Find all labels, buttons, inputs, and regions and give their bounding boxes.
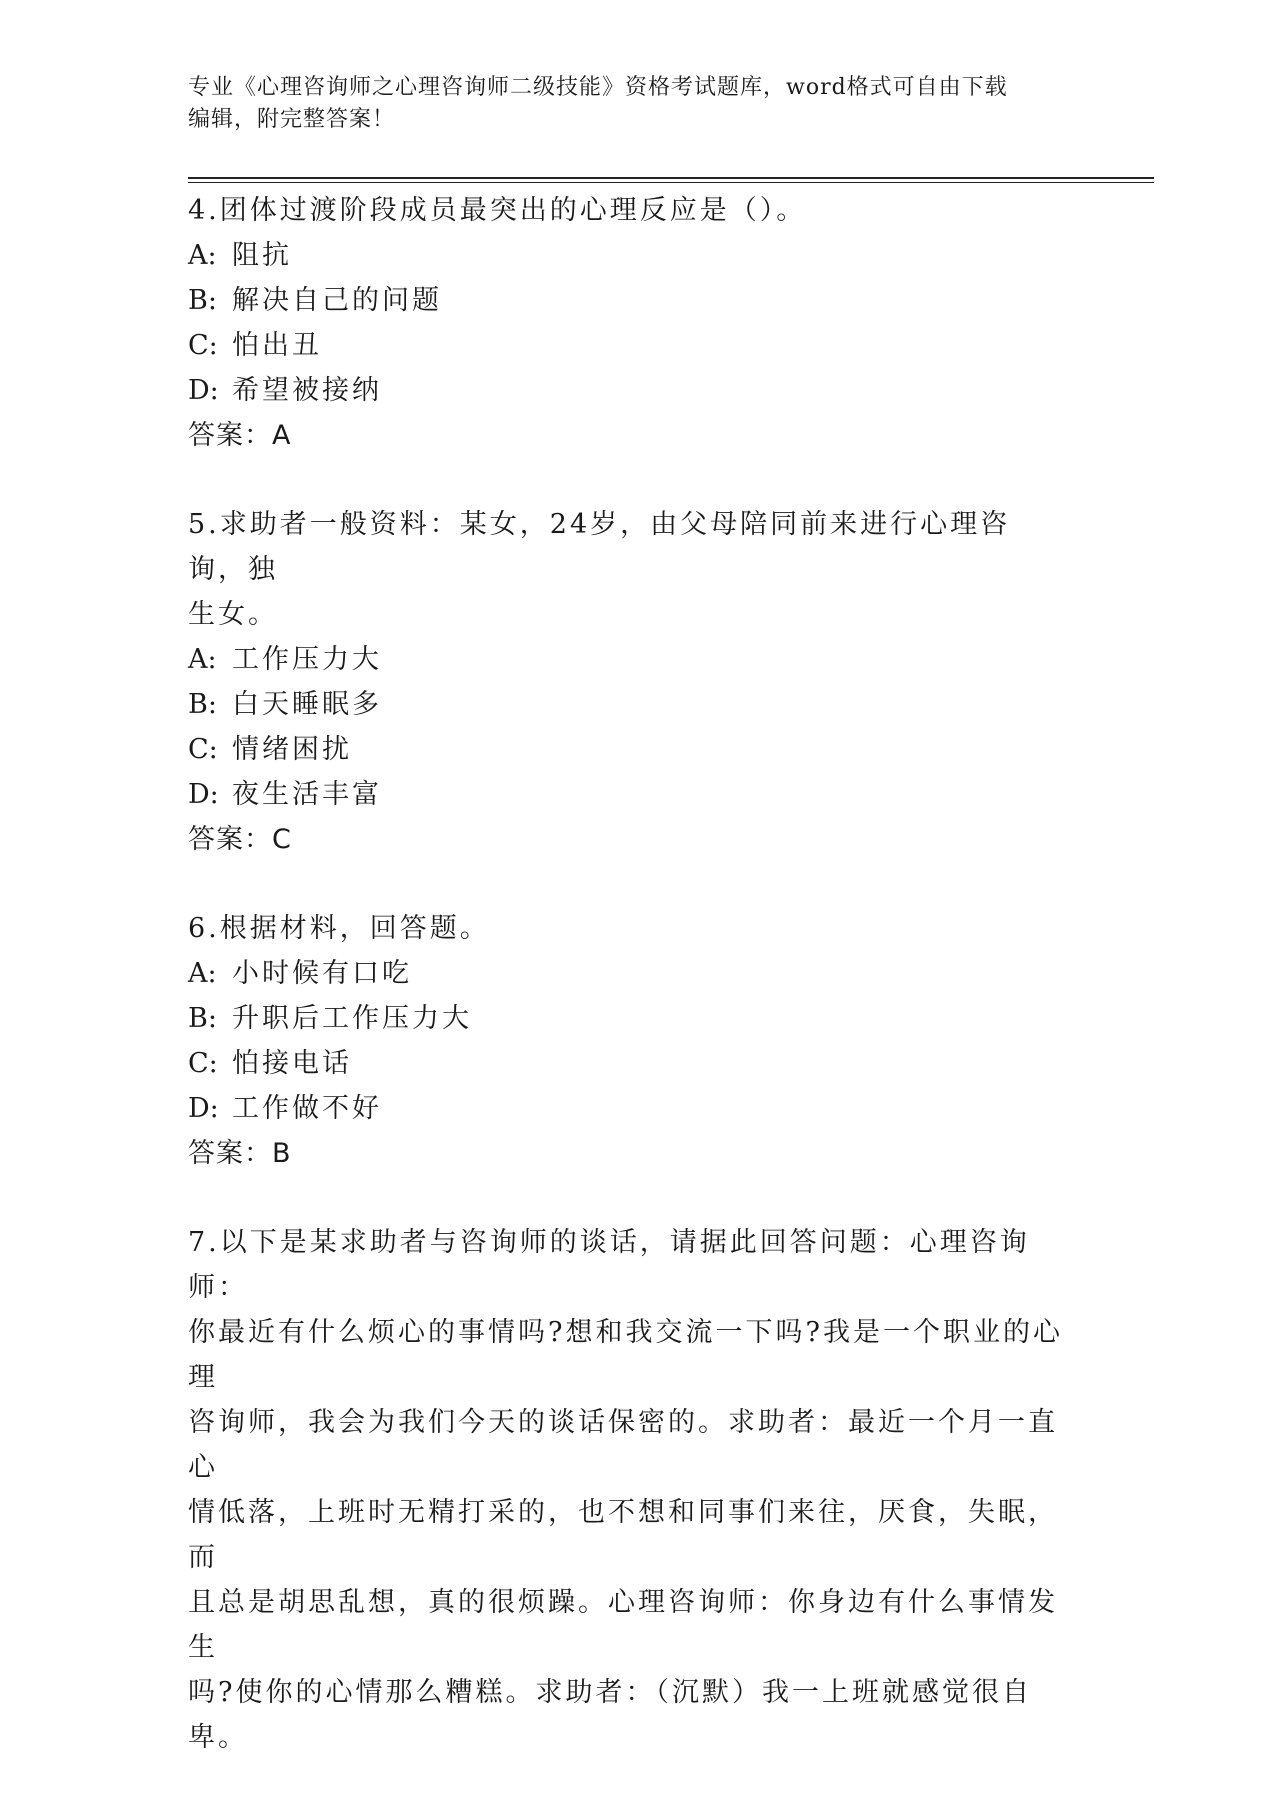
question-5 (188, 502, 1068, 862)
question-6 (188, 906, 1068, 1176)
option-label: C: (188, 330, 218, 361)
option-a (188, 637, 1068, 682)
question-stem-line-3: 咨询师，我会为我们今天的谈话保密的。求助者：最近一个月一直心 (188, 1407, 1058, 1483)
option-b (188, 682, 1068, 727)
option-label: D: (188, 1093, 219, 1124)
header-rule-thick (188, 177, 1154, 179)
option-text: 怕出丑 (232, 330, 322, 361)
question-stem-line-4: 情低落，上班时无精打采的，也不想和同事们来往，厌食，失眠，而 (188, 1497, 1058, 1573)
option-b (188, 278, 1068, 323)
option-label: B: (188, 285, 217, 316)
option-label: C: (188, 734, 218, 765)
question-7 (188, 1220, 1068, 1760)
answer-line: 答案：C (188, 824, 292, 855)
option-d (188, 772, 1068, 817)
document-header (188, 72, 1068, 136)
option-label: B: (188, 689, 217, 720)
option-label: A: (188, 240, 217, 271)
question-stem-line-1: 5.求助者一般资料：某女，24岁，由父母陪同前来进行心理咨询，独 (188, 509, 1011, 585)
option-d (188, 1086, 1068, 1131)
option-label: B: (188, 1003, 217, 1034)
option-c (188, 1041, 1068, 1086)
option-b (188, 996, 1068, 1041)
option-text: 情绪困扰 (232, 734, 352, 765)
option-text: 工作做不好 (232, 1093, 382, 1124)
question-stem: 6.根据材料，回答题。 (188, 913, 490, 944)
header-line-1: 专业《心理咨询师之心理咨询师二级技能》资格考试题库，word格式可自由下载 (188, 75, 1008, 100)
option-d (188, 368, 1068, 413)
question-stem-line-2: 生女。 (188, 599, 278, 630)
option-label: D: (188, 375, 219, 406)
option-text: 希望被接纳 (232, 375, 382, 406)
option-text: 夜生活丰富 (232, 779, 382, 810)
question-stem-line-5: 且总是胡思乱想，真的很烦躁。心理咨询师：你身边有什么事情发生 (188, 1587, 1058, 1663)
answer-line: 答案：A (188, 420, 292, 451)
question-stem-line-2: 你最近有什么烦心的事情吗?想和我交流一下吗?我是一个职业的心理 (188, 1317, 1063, 1393)
option-label: A: (188, 644, 217, 675)
question-list (188, 188, 1068, 1804)
option-label: A: (188, 958, 217, 989)
question-stem-line-6: 吗?使你的心情那么糟糕。求助者：（沉默）我一上班就感觉很自卑。 (188, 1677, 1032, 1753)
option-text: 白天睡眠多 (232, 689, 382, 720)
option-label: C: (188, 1048, 218, 1079)
question-stem-line-1: 7.以下是某求助者与咨询师的谈话，请据此回答问题：心理咨询师： (188, 1227, 1030, 1303)
question-4 (188, 188, 1068, 458)
answer-line: 答案：B (188, 1138, 292, 1169)
option-text: 工作压力大 (232, 644, 382, 675)
option-c (188, 323, 1068, 368)
header-line-2: 编辑，附完整答案！ (188, 107, 396, 132)
option-text: 解决自己的问题 (232, 285, 442, 316)
option-c (188, 727, 1068, 772)
option-text: 升职后工作压力大 (232, 1003, 472, 1034)
option-a (188, 951, 1068, 996)
option-text: 小时候有口吃 (232, 958, 412, 989)
header-rule-thin (188, 182, 1154, 183)
option-a (188, 233, 1068, 278)
option-text: 怕接电话 (232, 1048, 352, 1079)
option-text: 阻抗 (232, 240, 292, 271)
question-stem: 4.团体过渡阶段成员最突出的心理反应是（）。 (188, 195, 807, 226)
option-label: D: (188, 779, 219, 810)
